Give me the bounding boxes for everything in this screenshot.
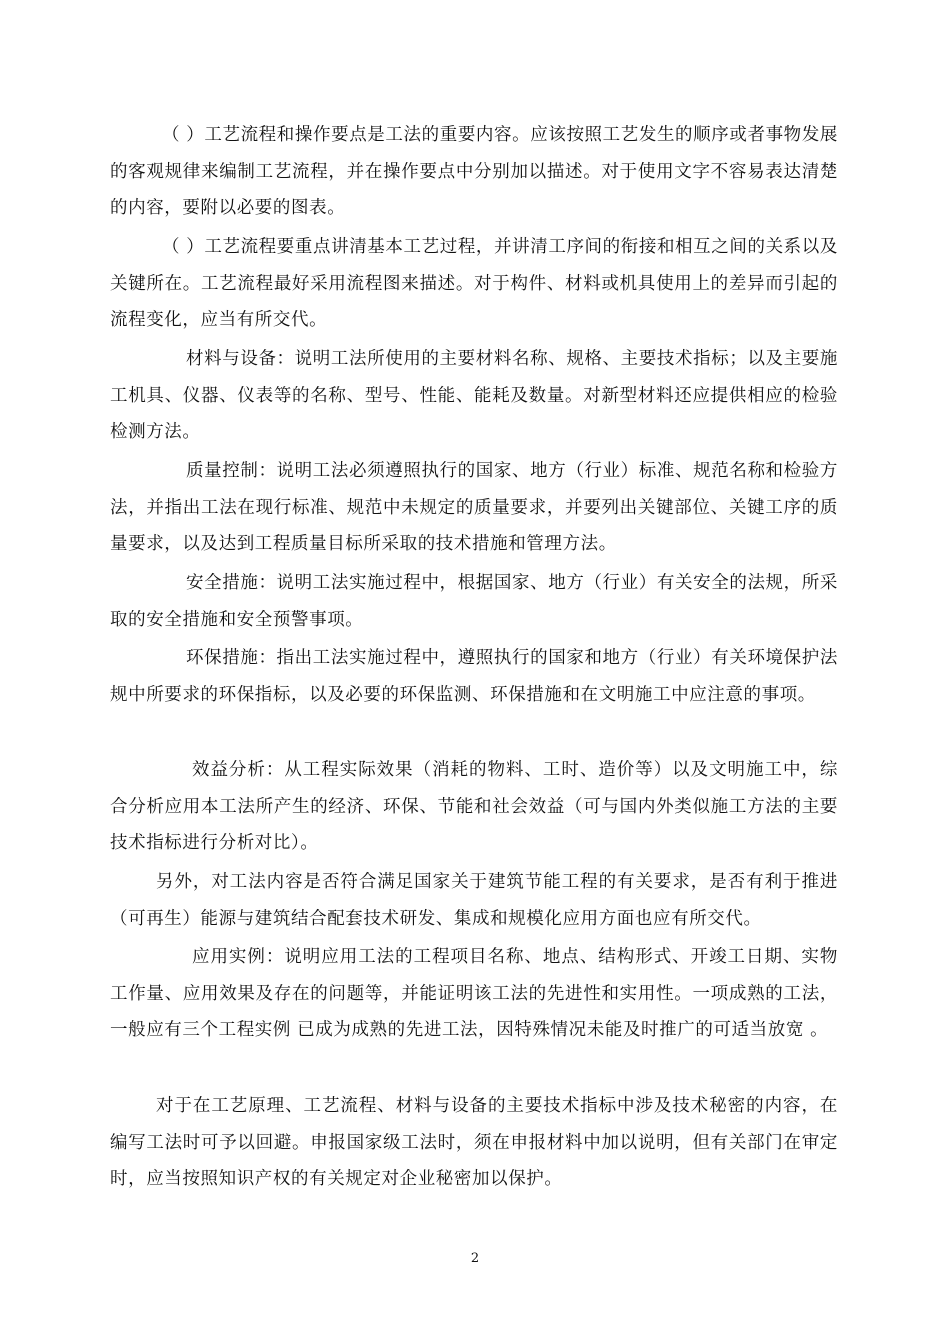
paragraph-energy-saving: 另外，对工法内容是否符合满足国家关于建筑节能工程的有关要求，是否有利于推进（可再生）能源与建筑结合配套技术研发、集成和规模化应用方面也应有所交代。 (110, 872, 838, 929)
page-number: 2 (470, 1251, 480, 1266)
paragraph-benefit-analysis: 效益分析：从工程实际效果（消耗的物料、工时、造价等）以及文明施工中，综合分析应用本工法所产生的经济、环保、节能和社会效益（可与国内外类似施工方法的主要技术指标进行分析对比）。 (110, 760, 838, 853)
paragraph-application-examples: 应用实例：说明应用工法的工程项目名称、地点、结构形式、开竣工日期、实物工作量、应用效果及存在的问题等，并能证明该工法的先进性和实用性。一项成熟的工法，一般应有三个工程实例 已成为成熟的先进工法，因特殊情况未能及时推广的可适当放宽 。 (110, 947, 838, 1040)
paragraph-environmental-measures: 环保措施：指出工法实施过程中，遵照执行的国家和地方（行业）有关环境保护法规中所要求的环保指标，以及必要的环保监测、环保措施和在文明施工中应注意的事项。 (110, 648, 838, 705)
paragraph-quality-control: 质量控制：说明工法必须遵照执行的国家、地方（行业）标准、规范名称和检验方法，并指出工法在现行标准、规范中未规定的质量要求，并要列出关键部位、关键工序的质量要求，以及达到工程质量目标所采取的技术措施和管理方法。 (110, 461, 838, 554)
paragraph-process-flow-importance: （ ）工艺流程和操作要点是工法的重要内容。应该按照工艺发生的顺序或者事物发展的客观规律来编制工艺流程，并在操作要点中分别加以描述。对于使用文字不容易表达清楚的内容，要附以必要的图表。 (110, 125, 838, 218)
paragraph-safety-measures: 安全措施：说明工法实施过程中，根据国家、地方（行业）有关安全的法规，所采取的安全措施和安全预警事项。 (110, 573, 838, 630)
paragraph-materials-equipment: 材料与设备：说明工法所使用的主要材料名称、规格、主要技术指标；以及主要施工机具、仪器、仪表等的名称、型号、性能、能耗及数量。对新型材料还应提供相应的检验检测方法。 (110, 349, 838, 442)
paragraph-process-flow-focus: （ ）工艺流程要重点讲清基本工艺过程，并讲清工序间的衔接和相互之间的关系以及关键所在。工艺流程最好采用流程图来描述。对于构件、材料或机具使用上的差异而引起的流程变化，应当有所交代。 (110, 237, 838, 330)
paragraph-technical-secrets: 对于在工艺原理、工艺流程、材料与设备的主要技术指标中涉及技术秘密的内容，在编写工法时可予以回避。申报国家级工法时，须在申报材料中加以说明，但有关部门在审定时，应当按照知识产权的有关规定对企业秘密加以保护。 (110, 1096, 838, 1189)
